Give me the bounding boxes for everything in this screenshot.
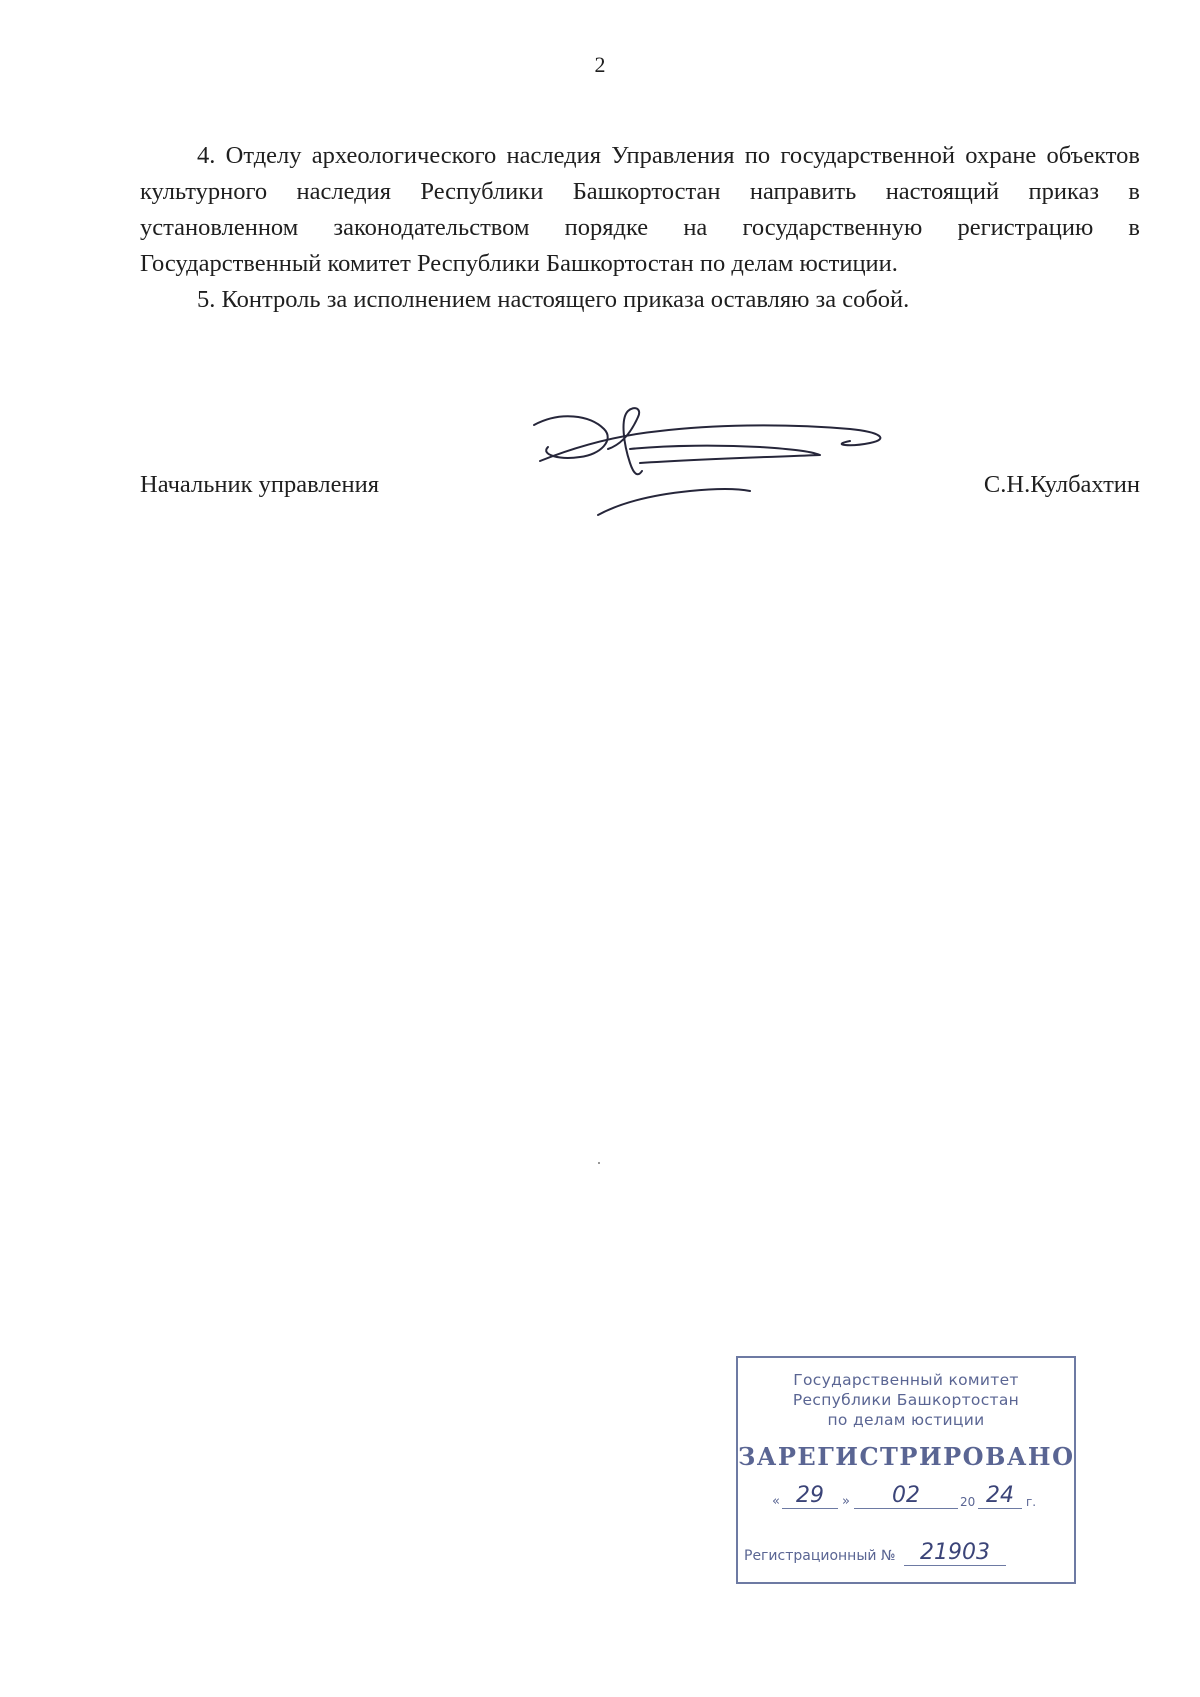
paragraph-5: 5. Контроль за исполнением настоящего приказа оставляю за собой. (197, 286, 910, 313)
registration-stamp (736, 1356, 1076, 1584)
stamp-month: 02 (854, 1483, 958, 1509)
handwritten-signature (520, 405, 930, 525)
stamp-title: ЗАРЕГИСТРИРОВАНО (738, 1442, 1075, 1471)
page-number: 2 (594, 52, 606, 77)
stamp-organization (738, 1370, 1074, 1430)
stamp-year-suffix: г. (1026, 1495, 1037, 1509)
stamp-org-line: Республики Башкортостан (792, 1391, 1020, 1409)
stamp-org-line: Государственный комитет (793, 1371, 1019, 1389)
stamp-org-line: по делам юстиции (827, 1411, 985, 1429)
stamp-open-quote: « (772, 1494, 780, 1509)
stamp-date (738, 1481, 1074, 1513)
document-body (140, 138, 1140, 318)
signatory-position: Начальник управления (140, 471, 379, 498)
paragraph-4: 4. Отделу археологического наследия Управления по государственной охране объектов культурного наследия Республики Башкортостан направить настоящий приказ в установленном законодательством порядке на государственную регистрацию в Государственный комитет Республики Башкортостан по делам юстиции. (140, 142, 1140, 277)
stamp-reg-label: Регистрационный № (744, 1548, 896, 1564)
stamp-close-quote: » (842, 1494, 850, 1509)
stamp-year-prefix: 20 (960, 1495, 976, 1509)
signature-block (140, 405, 1140, 525)
signatory-name: С.Н.Кулбахтин (983, 471, 1140, 498)
scan-speck (598, 1162, 600, 1164)
stamp-year: 24 (978, 1483, 1022, 1509)
stamp-reg-number: 21903 (904, 1540, 1006, 1566)
stamp-day: 29 (782, 1483, 838, 1509)
